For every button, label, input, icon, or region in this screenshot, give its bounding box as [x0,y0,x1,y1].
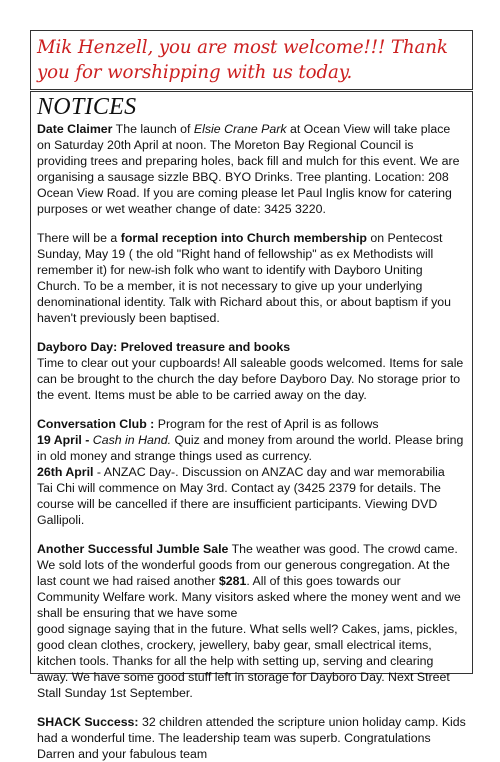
conversation-item1-text: Quiz and money from around the world. Please bring in old money and strange things used as currency. [37,433,464,463]
welcome-message: Mik Henzell, you are most welcome!!! Thank you for worshipping with us today. [37,37,448,83]
jumble-sale-title: Another Successful Jumble Sale [37,542,229,556]
conversation-club-title: Conversation Club : [37,417,155,431]
jumble-sale-text-3: good signage saying that in the future. What sells well? Cakes, jams, pickles, good clean clothes, crockery, jewellery, baby gear, small electrical items, kitchen tools. Thanks for all the help with setting up, serving and clearing away. We have some good stuff left in storage for Dayboro Day. Next Street Stall Sunday 1st September. [37,622,458,700]
membership-text: There will be a [37,231,121,245]
notices-box [30,91,473,761]
dayboro-day-text: Time to clear out your cupboards! All saleable goods welcomed. Items for sale can be brought to the church the day before Dayboro Day. No storage prior to the event. Items must be able to be carried away on the day. [37,356,464,402]
conversation-club-intro: Program for the rest of April is as follows [154,417,379,431]
shack-text: 32 children attended the scripture union holiday camp. Kids had a wonderful time. The leadership team was superb. Congratulations Darren and your fabulous team [37,715,466,761]
jumble-sale-text: The weather was good. The crowd came. We sold lots of the wonderful goods from our generous congregation. At the last count we had raised another [37,542,458,588]
date-claimer-notice [37,121,466,217]
date-claimer-text-2: at Ocean View will take place on Saturday 20th April at noon. The Moreton Bay Regional Council is providing trees and preparing holes, back fill and mulch for this event. We are organising a sausage sizzle BBQ. BYO Drinks. Tree planting. Location: 208 Ocean View Road. If you are coming please let Paul Inglis know for catering purposes or wet weather change of date: 3425 3220. [37,122,460,216]
shack-notice [37,714,466,762]
dayboro-day-title: Dayboro Day: Preloved treasure and books [37,340,291,354]
conversation-item2-date: 26th April [37,465,94,479]
jumble-sale-notice [37,541,466,621]
date-claimer-text: The launch of [112,122,194,136]
tai-chi-text: Tai Chi will commence on May 3rd. Contact ay (3425 2379 for details. The course will be cancelled if there are insufficient participants. Viewing DVD Gallipoli. [37,481,441,527]
conversation-item1-date: 19 April - [37,433,93,447]
jumble-sale-text-2: . All of this goes towards our Community Welfare work. Many visitors asked where the money went and we shall be ensuring that we have some [37,574,461,620]
dayboro-day-notice [37,339,466,403]
jumble-sale-continued [37,621,466,701]
membership-highlight: formal reception into Church membership [120,231,367,245]
conversation-item2-text: - ANZAC Day-. Discussion on ANZAC day and war memorabilia [93,465,445,479]
conversation-item1-title: Cash in Hand. [92,433,172,447]
welcome-box [30,30,473,90]
conversation-club-notice [37,416,466,528]
membership-notice [37,230,466,326]
membership-text-2: on Pentecost Sunday, May 19 ( the old "Right hand of fellowship" as ex Methodists will remember it) for new-ish folk who want to identify with Dayboro Uniting Church. To be a member, it is not necessary to give up your underlying denominational identity. Talk with Richard about this, or about baptism if you haven't previously been baptised. [37,231,451,325]
notices-heading: NOTICES [37,94,137,120]
jumble-sale-amount: $281 [218,574,247,588]
date-claimer-label: Date Claimer [37,122,113,136]
shack-title: SHACK Success: [37,715,139,729]
park-name: Elsie Crane Park [193,122,287,136]
